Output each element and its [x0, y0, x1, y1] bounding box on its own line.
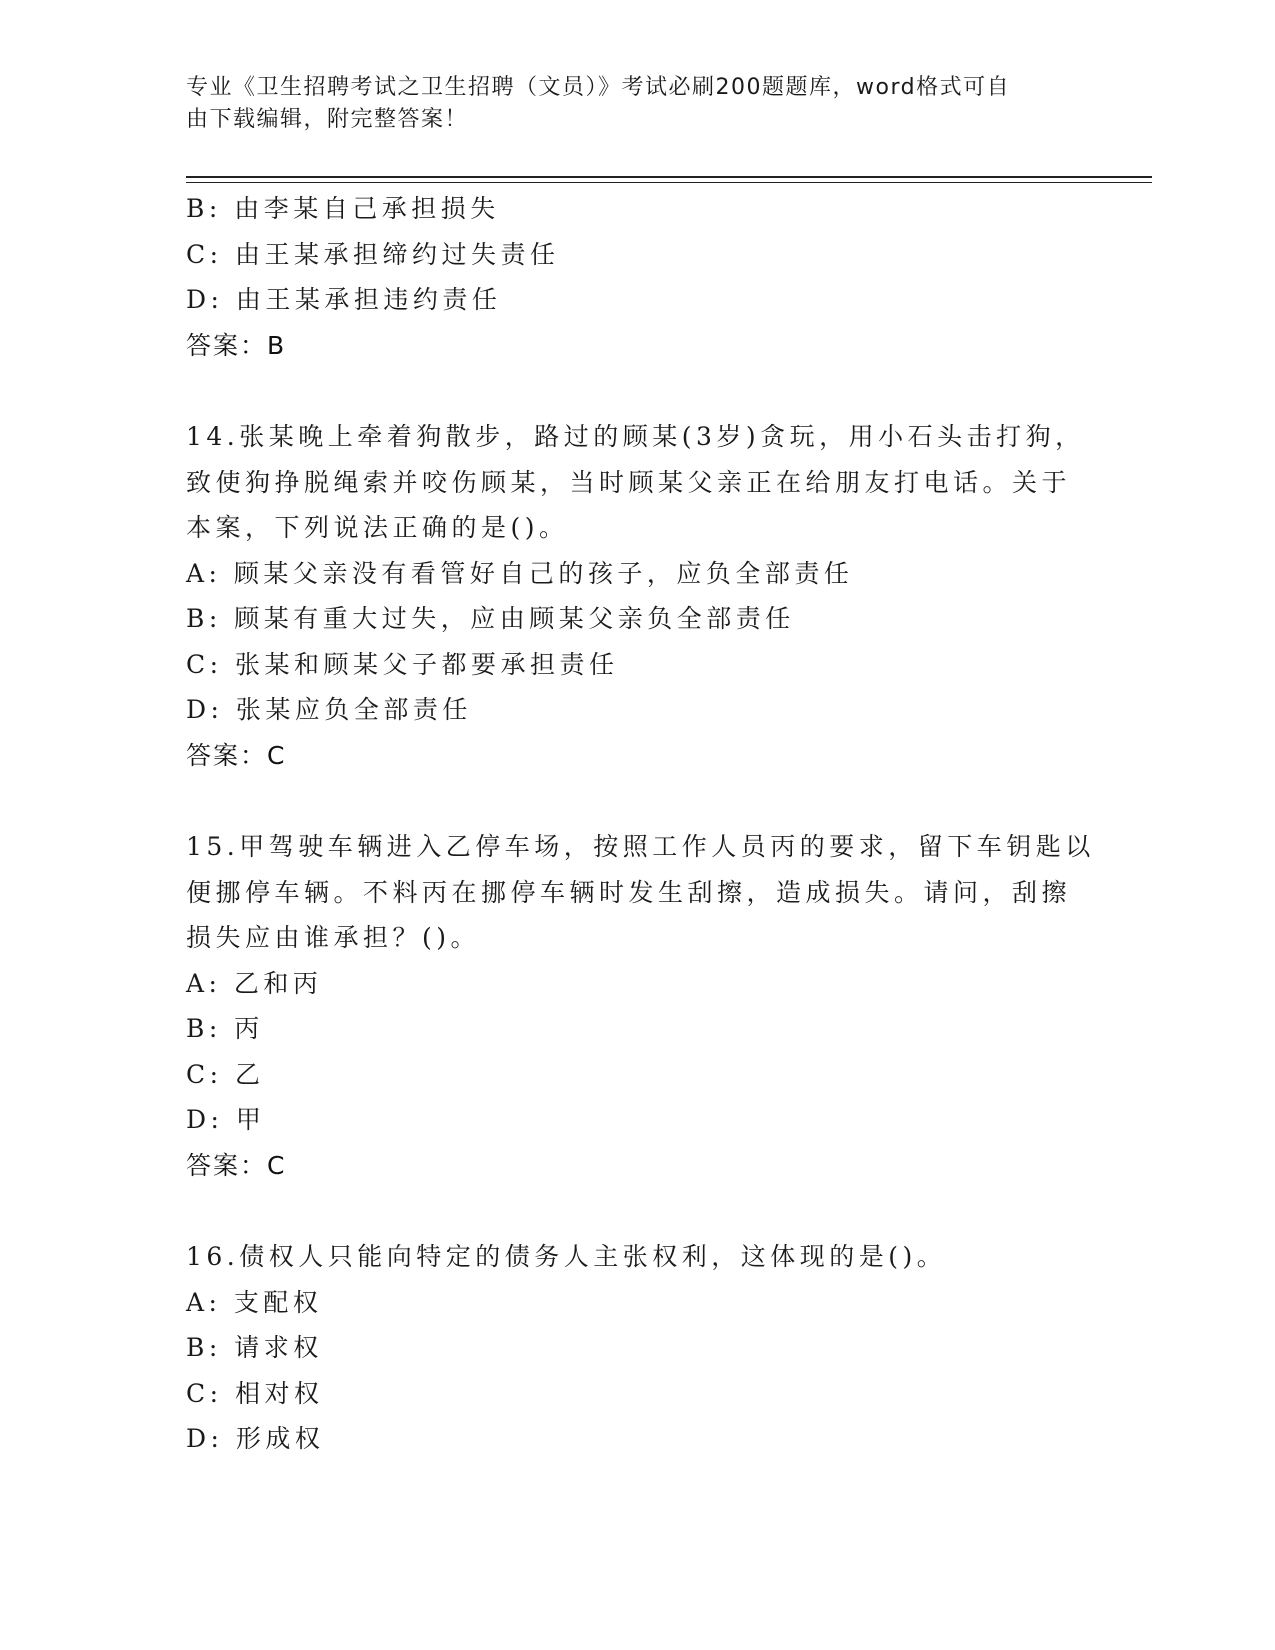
header-line-1: 专业《卫生招聘考试之卫生招聘（文员）》考试必刷200题题库，word格式可自 [186, 75, 1011, 100]
question-15 [186, 824, 1095, 1188]
question-16 [186, 1234, 1086, 1462]
header-divider-thin [186, 182, 1152, 183]
option-a: A: 顾某父亲没有看管好自己的孩子，应负全部责任 [186, 558, 854, 588]
header-divider-thick [186, 176, 1152, 178]
stem-line: 本案，下列说法正确的是()。 [186, 513, 569, 542]
stem-line: 15.甲驾驶车辆进入乙停车场，按照工作人员丙的要求，留下车钥匙以 [186, 832, 1095, 861]
question-stem [186, 824, 1095, 961]
stem-line: 16.债权人只能向特定的债务人主张权利，这体现的是()。 [186, 1242, 947, 1271]
answer-line: 答案：B [186, 330, 287, 360]
stem-line: 致使狗挣脱绳索并咬伤顾某，当时顾某父亲正在给朋友打电话。关于 [186, 467, 1072, 497]
option-d: D: 由王某承担违约责任 [186, 285, 502, 314]
question-stem [186, 414, 1086, 551]
stem-line: 14.张某晚上牵着狗散步，路过的顾某(3岁)贪玩，用小石头击打狗， [186, 422, 1085, 451]
stem-line: 便挪停车辆。不料丙在挪停车辆时发生刮擦，造成损失。请问，刮擦 [186, 877, 1072, 907]
document-header [186, 72, 1066, 136]
option-d: D: 张某应负全部责任 [186, 695, 472, 724]
header-line-2: 由下载编辑，附完整答案！ [186, 107, 469, 132]
question-spacer [186, 1188, 1086, 1234]
option-d: D: 甲 [186, 1105, 266, 1134]
option-b: B: 由李某自己承担损失 [186, 194, 500, 223]
answer-line: 答案：C [186, 740, 287, 770]
option-c: C: 相对权 [186, 1378, 324, 1408]
option-a: A: 乙和丙 [186, 968, 323, 998]
option-b: B: 丙 [186, 1014, 264, 1043]
question-spacer [186, 778, 1086, 824]
option-c: C: 乙 [186, 1059, 265, 1089]
stem-line: 损失应由谁承担？()。 [186, 923, 481, 952]
question-spacer [186, 368, 1086, 414]
option-a: A: 支配权 [186, 1287, 323, 1317]
option-c: C: 张某和顾某父子都要承担责任 [186, 649, 619, 679]
option-d: D: 形成权 [186, 1424, 325, 1453]
question-14 [186, 414, 1086, 778]
question-stem [186, 1234, 1086, 1280]
question-content [186, 186, 1095, 1462]
option-b: B: 顾某有重大过失，应由顾某父亲负全部责任 [186, 604, 795, 633]
option-b: B: 请求权 [186, 1333, 323, 1362]
answer-line: 答案：C [186, 1150, 287, 1180]
question-13-tail [186, 186, 1086, 368]
option-c: C: 由王某承担缔约过失责任 [186, 239, 560, 269]
